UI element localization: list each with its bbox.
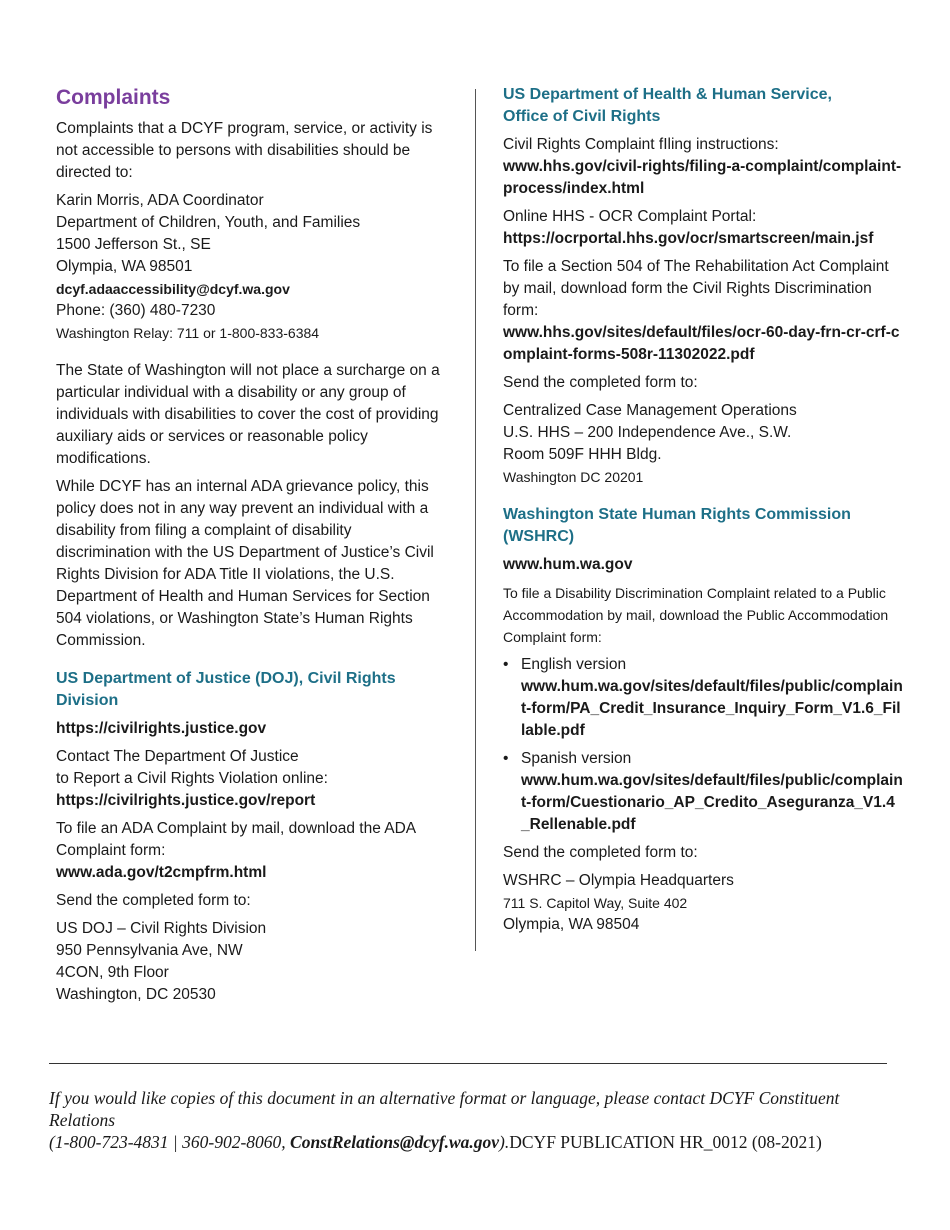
doj-url-link[interactable]: https://civilrights.justice.gov <box>56 720 267 737</box>
footer-divider <box>49 1063 887 1064</box>
hhs-504-form-link[interactable]: www.hhs.gov/sites/default/files/ocr-60-day-frn-cr-crf-complaint-forms-508r-11302022.pdf <box>503 324 900 363</box>
doj-contact-line2: to Report a Civil Rights Violation online: <box>56 770 328 787</box>
wshrc-heading-line2: (WSHRC) <box>503 528 575 545</box>
wshrc-address-line1: WSHRC – Olympia Headquarters <box>503 872 734 889</box>
hhs-heading <box>503 84 903 128</box>
column-divider <box>475 89 476 951</box>
doj-send-text: Send the completed form to: <box>56 892 251 909</box>
coordinator-city: Olympia, WA 98501 <box>56 258 193 275</box>
wshrc-address <box>503 870 903 936</box>
wshrc-send-text: Send the completed form to: <box>503 844 698 861</box>
hhs-address <box>503 400 903 488</box>
footer-email-link[interactable]: ConstRelations@dcyf.wa.gov <box>290 1132 500 1152</box>
wshrc-heading-line1: Washington State Human Rights Commission <box>503 506 851 523</box>
list-item <box>521 748 903 836</box>
doj-address-line1: US DOJ – Civil Rights Division <box>56 920 267 937</box>
hhs-address-line1: Centralized Case Management Operations <box>503 402 797 419</box>
coordinator-relay: Washington Relay: 711 or 1-800-833-6384 <box>56 325 320 341</box>
hhs-instructions-link[interactable]: www.hhs.gov/civil-rights/filing-a-complaint/complaint-process/index.html <box>503 158 902 197</box>
wshrc-address-line3: Olympia, WA 98504 <box>503 916 640 933</box>
hhs-address-line3: Room 509F HHH Bldg. <box>503 446 662 463</box>
right-column <box>503 84 903 942</box>
surcharge-paragraph: The State of Washington will not place a surcharge on a particular individual with a disability or any group of individuals with disabilities to cover the cost of providing auxiliary aids or services or reasonable policy modifications. <box>56 362 440 467</box>
doj-address-line4: Washington, DC 20530 <box>56 986 216 1003</box>
hhs-send-text: Send the completed form to: <box>503 374 698 391</box>
footer-text: If you would like copies of this document in an alternative format or language, please contact DCYF Constituent Relations <box>49 1088 840 1130</box>
wshrc-form-list <box>503 654 903 836</box>
hhs-portal-label: Online HHS - OCR Complaint Portal: <box>503 208 757 225</box>
hhs-instructions-block <box>503 134 903 200</box>
hhs-address-line4: Washington DC 20201 <box>503 469 644 485</box>
hhs-portal-link[interactable]: https://ocrportal.hhs.gov/ocr/smartscreen/main.jsf <box>503 230 874 247</box>
doj-contact-block <box>56 746 441 812</box>
publication-number: DCYF PUBLICATION HR_0012 (08-2021) <box>509 1132 822 1152</box>
hhs-heading-line2: Office of Civil Rights <box>503 108 661 125</box>
coordinator-phone: Phone: (360) 480-7230 <box>56 302 216 319</box>
hhs-heading-line1: US Department of Health & Human Service, <box>503 86 832 103</box>
footer-close: ). <box>499 1132 510 1152</box>
wshrc-url-link[interactable]: www.hum.wa.gov <box>503 556 633 573</box>
complaints-heading: Complaints <box>56 86 171 109</box>
doj-report-link[interactable]: https://civilrights.justice.gov/report <box>56 792 316 809</box>
doj-contact-line1: Contact The Department Of Justice <box>56 748 299 765</box>
wshrc-address-line2: 711 S. Capitol Way, Suite 402 <box>503 895 688 911</box>
spanish-form-link[interactable]: www.hum.wa.gov/sites/default/files/public/complaint-form/Cuestionario_AP_Credito_Aseguranza_V1.4_Rellenable.pdf <box>521 772 903 833</box>
hhs-504-block <box>503 256 903 366</box>
grievance-paragraph: While DCYF has an internal ADA grievance policy, this policy does not in any way prevent an individual with a disability from filing a complaint of disability discrimination with the US Department of Justice’s Civil Rights Division for ADA Title II violations, the U.S. Department of Health and Human Services for Section 504 violations, or Washington State’s Human Rights Commission. <box>56 478 434 649</box>
footer <box>49 1087 909 1153</box>
doj-address <box>56 918 441 1006</box>
hhs-portal-block <box>503 206 903 250</box>
left-column <box>56 84 441 1012</box>
footer-phones: (1-800-723-4831 | 360-902-8060, <box>49 1132 291 1152</box>
complaints-intro: Complaints that a DCYF program, service, or activity is not accessible to persons with disabilities should be directed to: <box>56 120 433 181</box>
coordinator-street: 1500 Jefferson St., SE <box>56 236 211 253</box>
list-item <box>521 654 903 742</box>
wshrc-paragraph: To file a Disability Discrimination Complaint related to a Public Accommodation by mail, download the Public Accommodation Complaint form: <box>503 585 889 645</box>
coordinator-name: Karin Morris, ADA Coordinator <box>56 192 264 209</box>
hhs-instructions-label: Civil Rights Complaint fIling instructions: <box>503 136 779 153</box>
footer-contact-line <box>49 1131 909 1153</box>
spanish-version-label: • Spanish version <box>521 750 632 767</box>
coordinator-email-link[interactable]: dcyf.adaaccessibility@dcyf.wa.gov <box>56 281 290 297</box>
doj-mail-block <box>56 818 441 884</box>
doj-form-link[interactable]: www.ada.gov/t2cmpfrm.html <box>56 864 267 881</box>
english-version-label: • English version <box>521 656 627 673</box>
coordinator-department: Department of Children, Youth, and Families <box>56 214 361 231</box>
doj-mail-text: To file an ADA Complaint by mail, download the ADA Complaint form: <box>56 820 416 859</box>
wshrc-heading <box>503 504 903 548</box>
doj-address-line3: 4CON, 9th Floor <box>56 964 169 981</box>
doj-heading: US Department of Justice (DOJ), Civil Rights Division <box>56 670 396 709</box>
ada-coordinator-contact <box>56 190 441 344</box>
hhs-504-text: To file a Section 504 of The Rehabilitation Act Complaint by mail, download form the Civil Rights Discrimination form: <box>503 258 889 319</box>
hhs-address-line2: U.S. HHS – 200 Independence Ave., S.W. <box>503 424 792 441</box>
english-form-link[interactable]: www.hum.wa.gov/sites/default/files/public/complaint-form/PA_Credit_Insurance_Inquiry_Form_V1.6_Fillable.pdf <box>521 678 903 739</box>
doj-address-line2: 950 Pennsylvania Ave, NW <box>56 942 243 959</box>
